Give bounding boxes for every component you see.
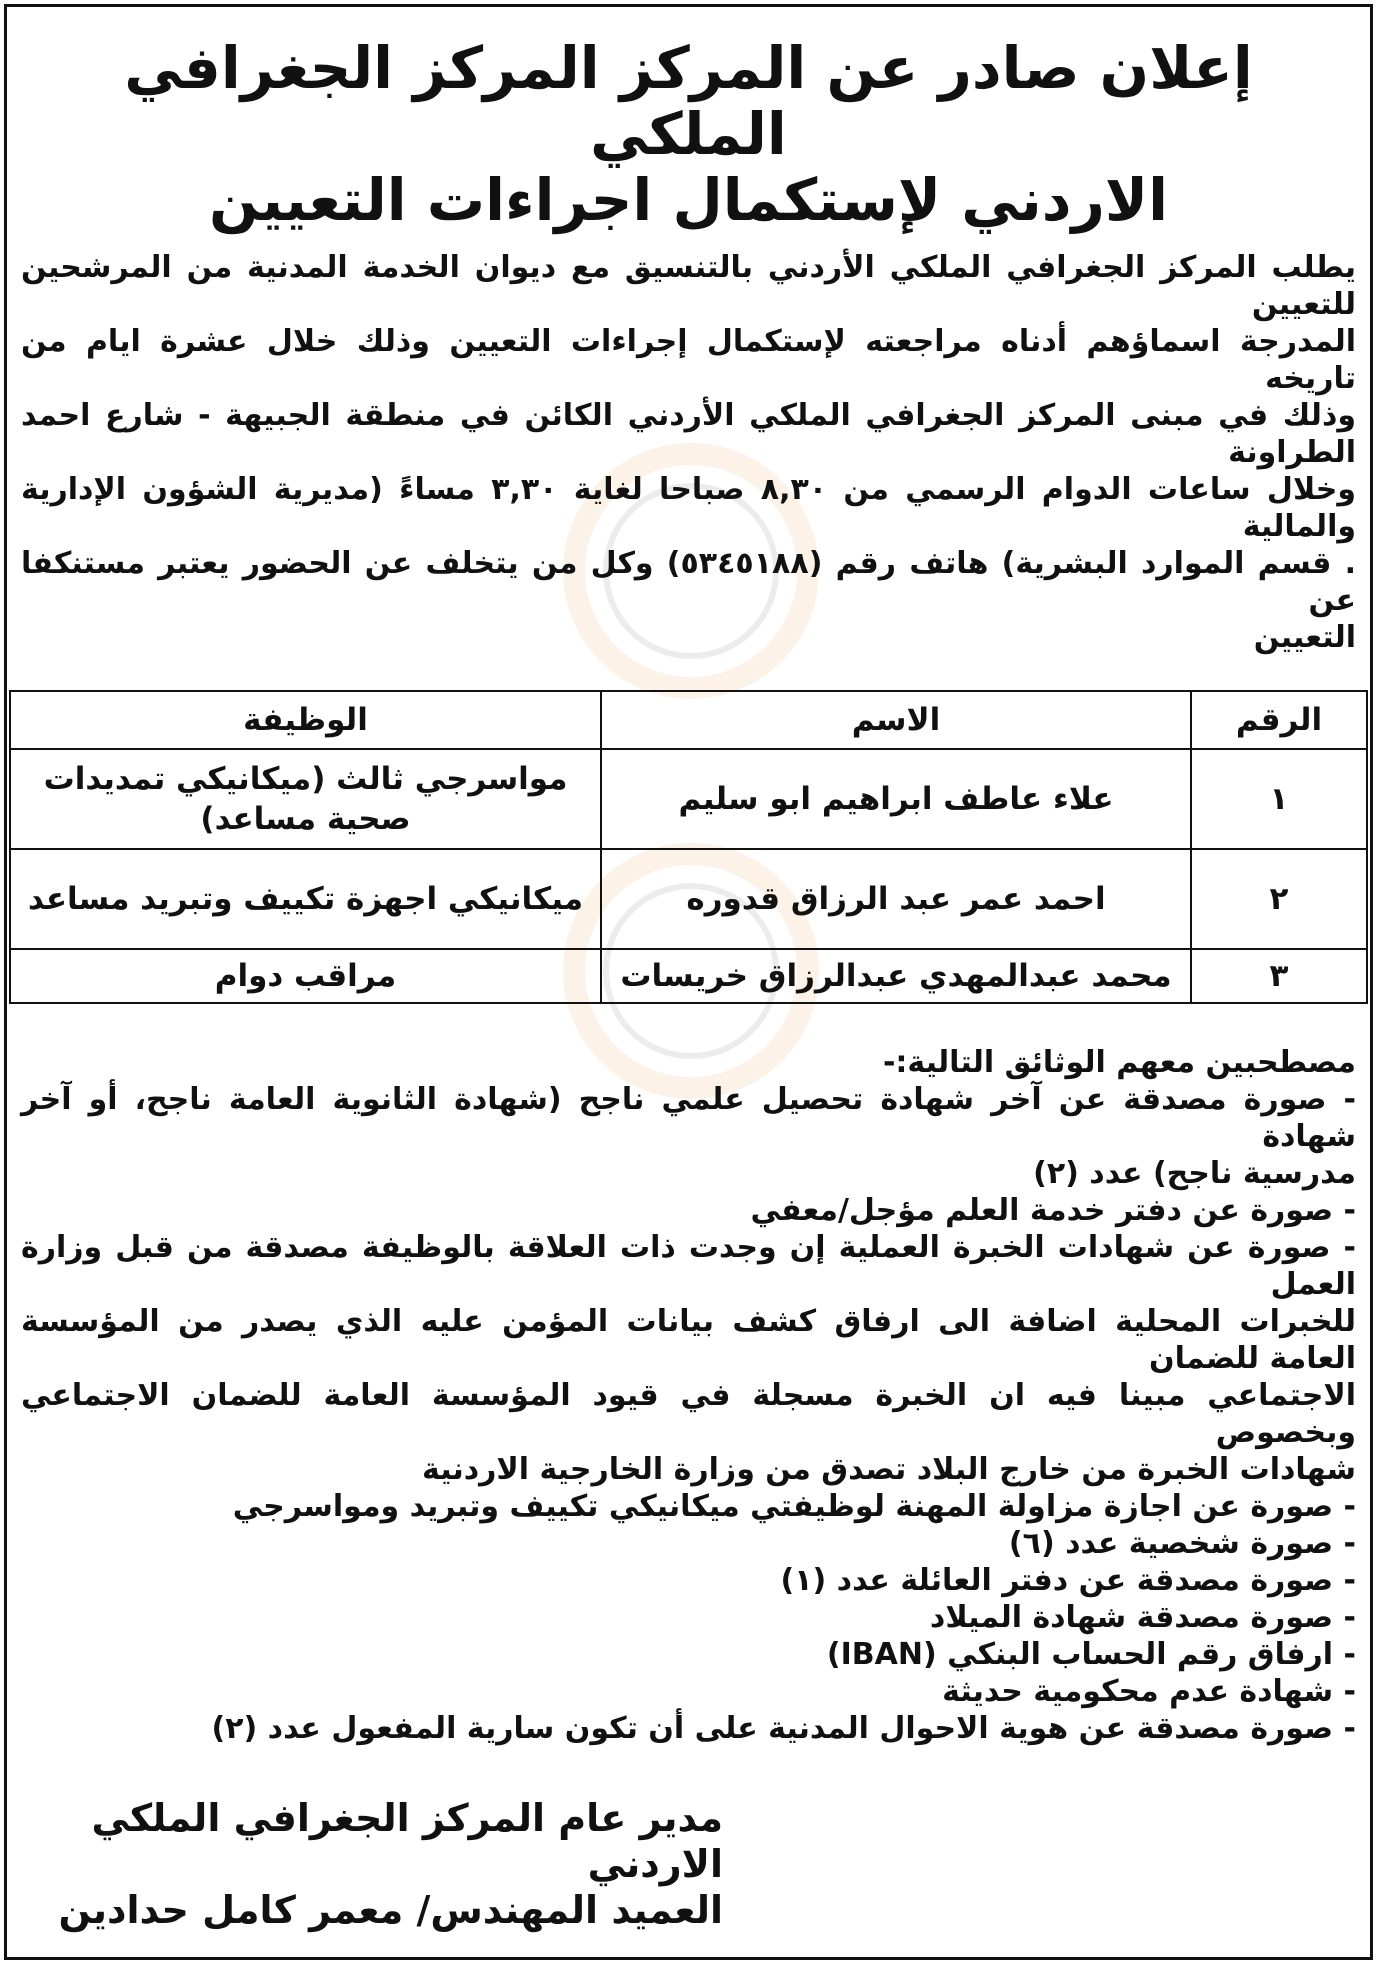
document-item: مدرسية ناجح) عدد (٢) (1033, 1156, 1356, 1191)
cell-job: مراقب دوام (10, 949, 601, 1003)
announcement-title (7, 7, 1370, 243)
document-item: - صورة عن اجازة مزاولة المهنة لوظيفتي ميكانيكي تكييف وتبريد ومواسرجي (232, 1489, 1356, 1524)
title-line: الاردني لإستكمال اجراءات التعيين (209, 166, 1168, 234)
documents-heading: مصطحبين معهم الوثائق التالية:- (882, 1045, 1356, 1080)
document-item: - شهادة عدم محكومية حديثة (942, 1674, 1356, 1709)
document-item: شهادات الخبرة من خارج البلاد تصدق من وزارة الخارجية الاردنية (422, 1452, 1356, 1487)
signature-block (23, 1795, 723, 1933)
intro-line: المدرجة اسماؤهم أدناه مراجعته لإستكمال إجراءات التعيين وذلك خلال عشرة ايام من تاريخه (21, 324, 1356, 396)
table-header-row (10, 691, 1367, 749)
table-row (10, 849, 1367, 949)
table-row (10, 949, 1367, 1003)
signature-name: العميد المهندس/ معمر كامل حدادين (58, 1888, 723, 1932)
intro-paragraph (7, 249, 1370, 656)
intro-line: وذلك في مبنى المركز الجغرافي الملكي الأردني الكائن في منطقة الجبيهة - شارع احمد الطراونة (21, 398, 1356, 470)
document-item: - صورة مصدقة عن هوية الاحوال المدنية على أن تكون سارية المفعول عدد (٢) (211, 1711, 1356, 1746)
cell-number: ٣ (1191, 949, 1367, 1003)
cell-number: ٢ (1191, 849, 1367, 949)
document-item: - ارفاق رقم الحساب البنكي (IBAN) (826, 1637, 1356, 1672)
candidates-table (9, 690, 1368, 1004)
intro-line: التعيين (1253, 620, 1356, 655)
cell-job: مواسرجي ثالث (ميكانيكي تمديدات صحية مساعد) (10, 749, 601, 849)
title-line: إعلان صادر عن المركز المركز الجغرافي الملكي (124, 34, 1253, 168)
intro-line: . قسم الموارد البشرية) هاتف رقم (٥٣٤٥١٨٨) وكل من يتخلف عن الحضور يعتبر مستنكفا عن (21, 546, 1356, 618)
document-item: - صورة مصدقة عن دفتر العائلة عدد (١) (780, 1563, 1356, 1598)
documents-list (7, 1044, 1370, 1747)
document-item: - صورة مصدقة عن آخر شهادة تحصيل علمي ناجح (شهادة الثانوية العامة ناجح، أو آخر شهادة (21, 1082, 1356, 1154)
signature-title: مدير عام المركز الجغرافي الملكي الاردني (91, 1796, 723, 1886)
header-job: الوظيفة (10, 691, 601, 749)
cell-name: محمد عبدالمهدي عبدالرزاق خريسات (601, 949, 1191, 1003)
intro-line: وخلال ساعات الدوام الرسمي من ٨,٣٠ صباحا لغاية ٣,٣٠ مساءً (مديرية الشؤون الإدارية والمالية (21, 472, 1356, 544)
cell-job: ميكانيكي اجهزة تكييف وتبريد مساعد (10, 849, 601, 949)
header-name: الاسم (601, 691, 1191, 749)
document-item: - صورة عن شهادات الخبرة العملية إن وجدت ذات العلاقة بالوظيفة مصدقة من قبل وزارة العمل (21, 1230, 1356, 1302)
document-item: - صورة مصدقة شهادة الميلاد (929, 1600, 1356, 1635)
document-item: - صورة شخصية عدد (٦) (1008, 1526, 1356, 1561)
table-row (10, 749, 1367, 849)
document-item: الاجتماعي مبينا فيه ان الخبرة مسجلة في قيود المؤسسة العامة للضمان الاجتماعي وبخصوص (21, 1378, 1356, 1450)
document-item: - صورة عن دفتر خدمة العلم مؤجل/معفي (750, 1193, 1356, 1228)
cell-name: احمد عمر عبد الرزاق قدوره (601, 849, 1191, 949)
intro-line: يطلب المركز الجغرافي الملكي الأردني بالتنسيق مع ديوان الخدمة المدنية من المرشحين للتعيين (21, 250, 1356, 322)
document-border (4, 4, 1373, 1960)
cell-number: ١ (1191, 749, 1367, 849)
header-number: الرقم (1191, 691, 1367, 749)
cell-name: علاء عاطف ابراهيم ابو سليم (601, 749, 1191, 849)
document-item: للخبرات المحلية اضافة الى ارفاق كشف بيانات المؤمن عليه الذي يصدر من المؤسسة العامة للضمان (21, 1304, 1356, 1376)
